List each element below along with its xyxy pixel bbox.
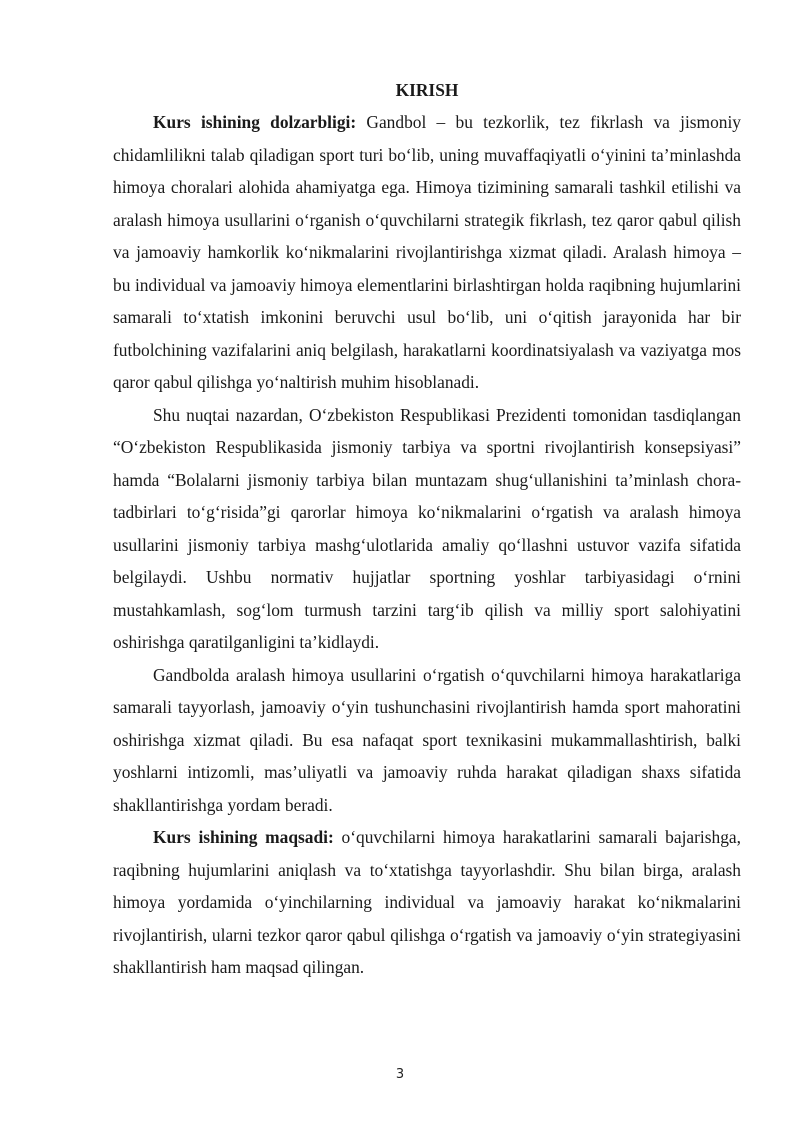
paragraph-relevance — [113, 106, 741, 399]
paragraph-text: Gandbol – bu tezkorlik, tez fikrlash va jismoniy chidamlilikni talab qiladigan sport turi bo‘lib, uning muvaffaqiyatli o‘yinini ta’minlashda himoya choralari alohida ahamiyatga ega. Himoya tizimining samarali tashkil etilishi va aralash himoya usullarini o‘rganish o‘quvchilarni strategik fikrlash, tez qaror qabul qilish va jamoaviy hamkorlik ko‘nikmalarini rivojlantirishga xizmat qiladi. Aralash himoya – bu individual va jamoaviy himoya elementlarini birlashtirgan holda raqibning hujumlarini samarali to‘xtatish imkonini beruvchi usul bo‘lib, uni o‘qitish jarayonida har bir futbolchining vazifalarini aniq belgilash, harakatlarni koordinatsiyalash va vaziyatga mos qaror qabul qilishga yo‘naltirish muhim hisoblanadi. — [113, 112, 741, 392]
paragraph-text: o‘quvchilarni himoya harakatlarini samarali bajarishga, raqibning hujumlarini aniqlash va to‘xtatishga tayyorlashdir. Shu bilan birga, aralash himoya yordamida o‘yinchilarning individual va jamoaviy harakat ko‘nikmalarini rivojlantirish, ularni tezkor qaror qabul qilishga o‘rgatish va jamoaviy o‘yin strategiyasini shakllantirish ham maqsad qilingan. — [113, 827, 741, 977]
document-page — [113, 74, 741, 984]
page-number: 3 — [395, 1067, 405, 1082]
paragraph-lead: Kurs ishining maqsadi: — [153, 827, 334, 847]
page-title: KIRISH — [395, 80, 459, 100]
paragraph-text: Shu nuqtai nazardan, O‘zbekiston Respublikasi Prezidenti tomonidan tasdiqlangan “O‘zbekiston Respublikasida jismoniy tarbiya va sportni rivojlantirish konsepsiyasi” hamda “Bolalarni jismoniy tarbiya bilan muntazam shug‘ullanishini ta’minlash chora-tadbirlari to‘g‘risida”gi qarorlar himoya ko‘nikmalarini o‘rgatish va aralash himoya usullarini jismoniy tarbiya mashg‘ulotlarida amaliy qo‘llashni ustuvor vazifa sifatida belgilaydi. Ushbu normativ hujjatlar sportning yoshlar tarbiyasidagi o‘rnini mustahkamlash, sog‘lom turmush tarzini targ‘ib qilish va milliy sport salohiyatini oshirishga qaratilganligini ta’kidlaydi. — [113, 404, 741, 652]
paragraph-goal — [113, 821, 741, 984]
paragraph-legal-basis — [113, 399, 741, 659]
paragraph-training-benefits — [113, 659, 741, 822]
paragraph-lead: Kurs ishining dolzarbligi: — [153, 112, 357, 132]
paragraph-text: Gandbolda aralash himoya usullarini o‘rgatish o‘quvchilarni himoya harakatlariga samarali tayyorlash, jamoaviy o‘yin tushunchasini rivojlantirish hamda sport mahoratini oshirishga xizmat qiladi. Bu esa nafaqat sport texnikasini mukammallashtirish, balki yoshlarni intizomli, mas’uliyatli va jamoaviy ruhda harakat qiladigan shaxs sifatida shakllantirishga yordam beradi. — [113, 664, 741, 815]
